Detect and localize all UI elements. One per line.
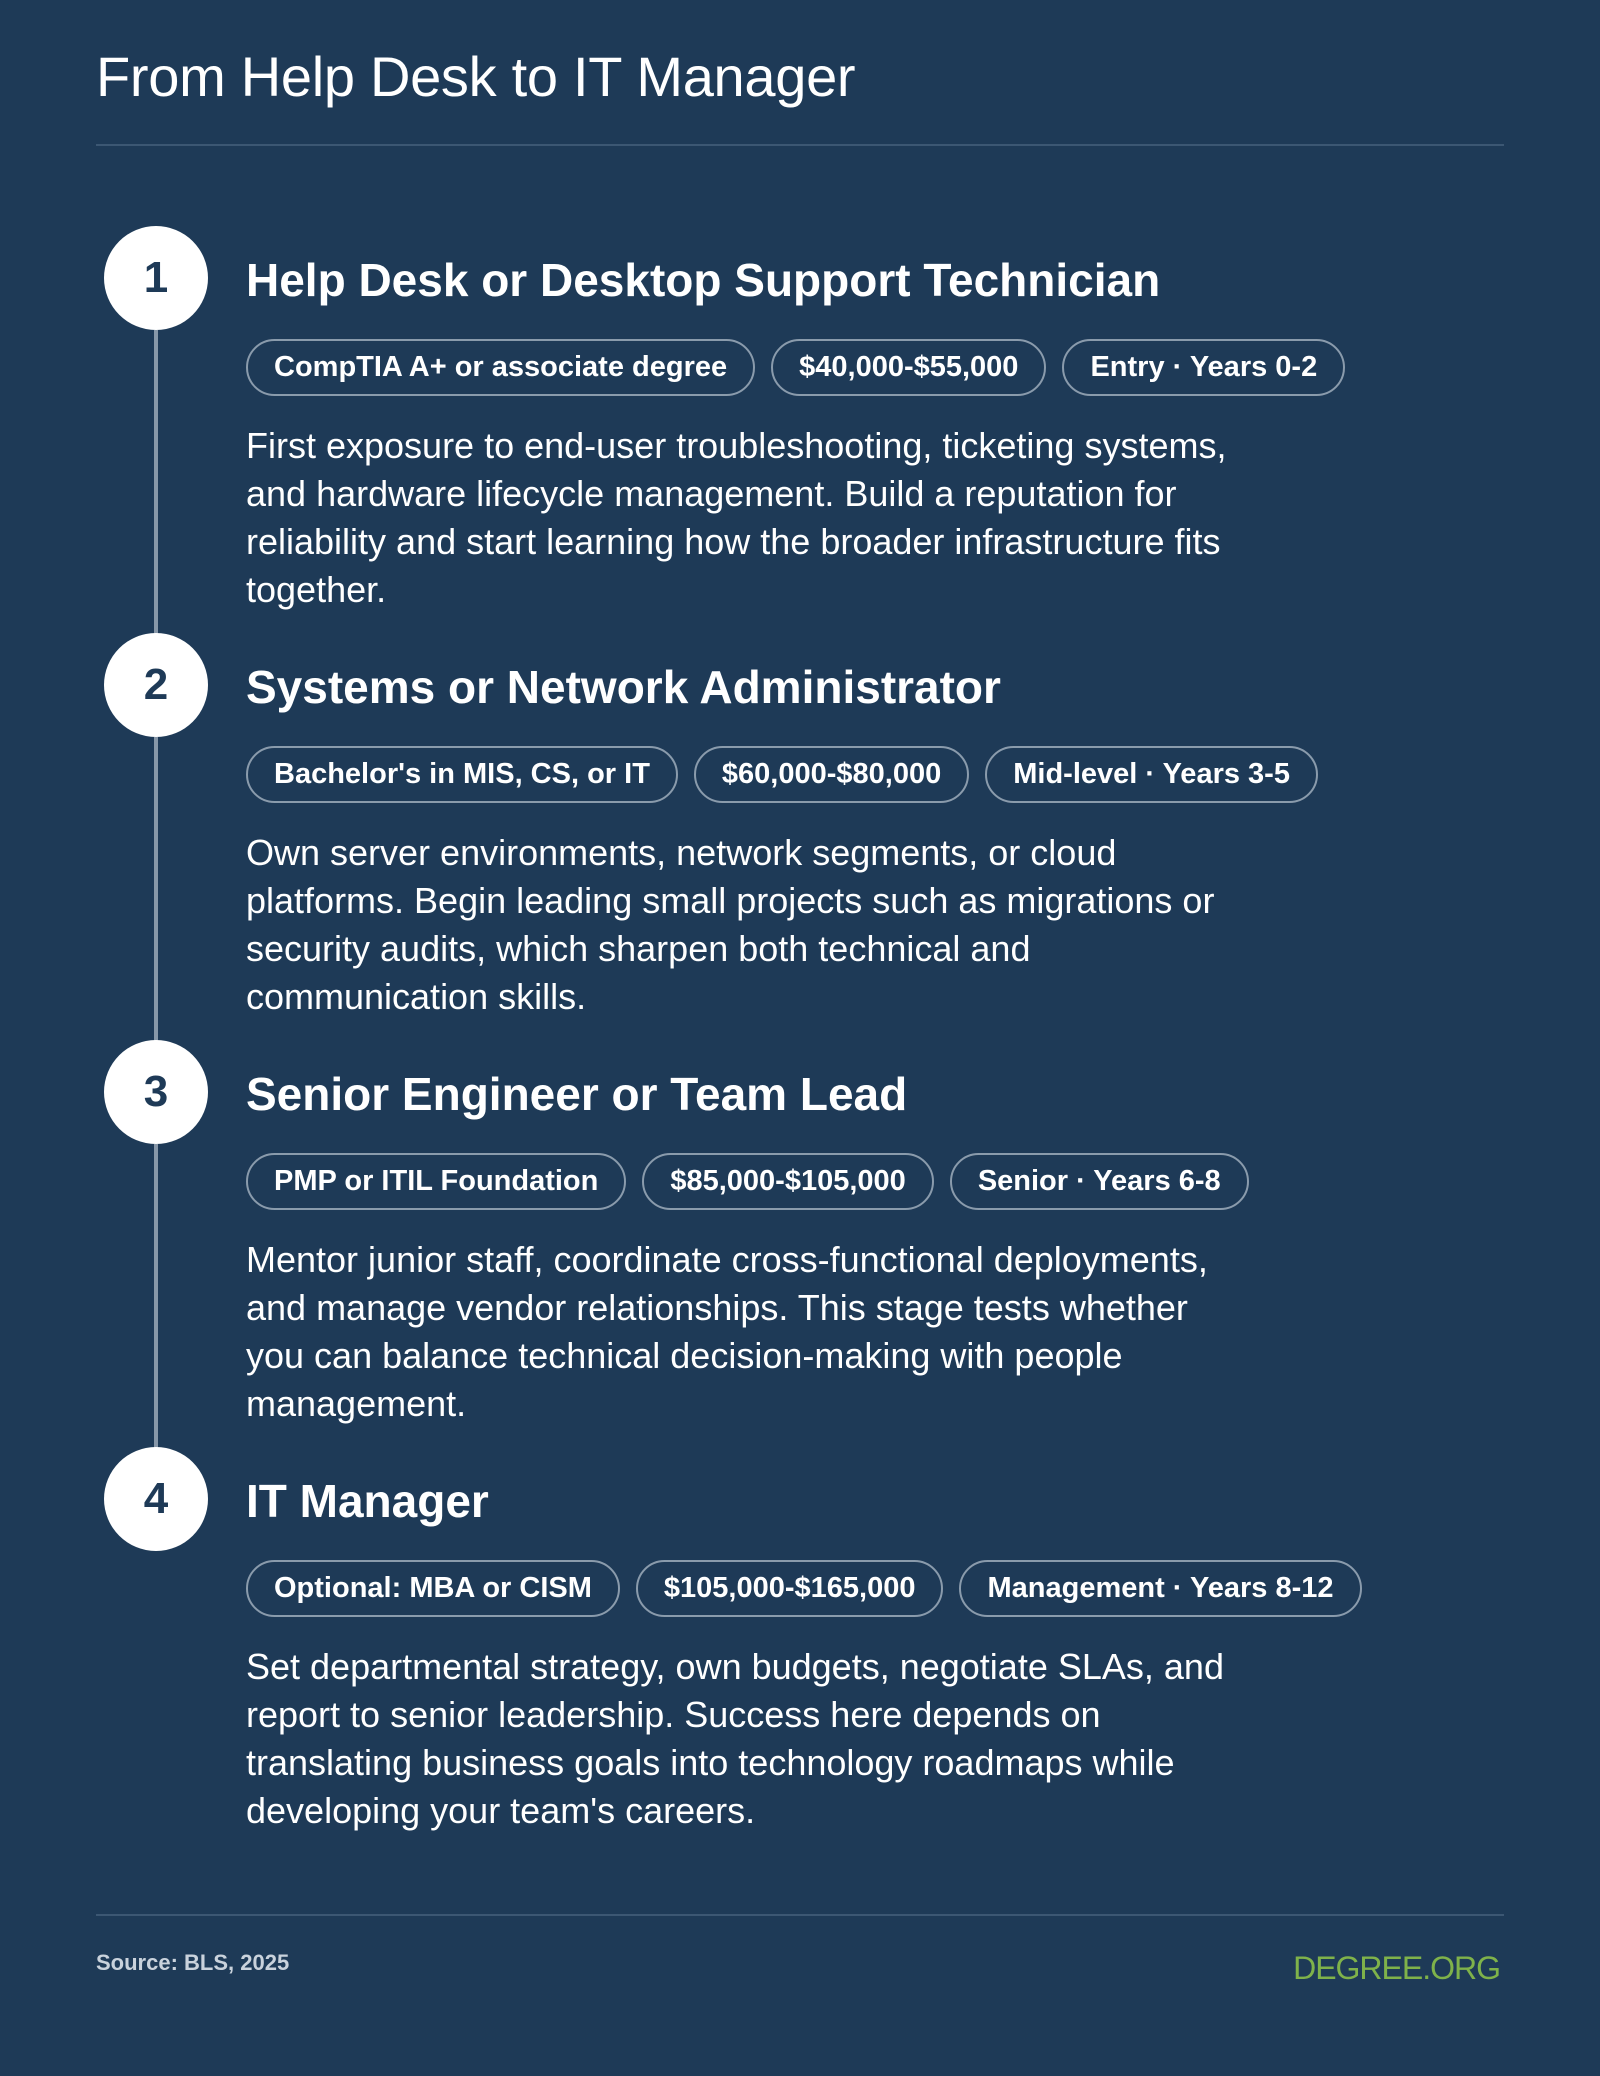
step-description: Own server environments, network segments, or cloud platforms. Begin leading small projects such as migrations or security audits, which sharpen both technical and communication skills. — [246, 832, 1215, 1017]
source-note: Source: BLS, 2025 — [96, 1950, 290, 1975]
credential-tag: Bachelor's in MIS, CS, or IT — [246, 746, 678, 803]
credential-tag: PMP or ITIL Foundation — [246, 1153, 626, 1210]
salary-tag: $85,000-$105,000 — [642, 1153, 933, 1210]
brand-logo: DEGREE.ORG — [1293, 1950, 1500, 1986]
step-tags — [246, 746, 1318, 803]
credential-tag: Optional: MBA or CISM — [246, 1560, 620, 1617]
header-divider — [96, 144, 1504, 146]
step-number-badge: 4 — [104, 1447, 208, 1551]
step-tags — [246, 1560, 1362, 1617]
credential-tag: CompTIA A+ or associate degree — [246, 339, 755, 396]
page-title: From Help Desk to IT Manager — [96, 45, 856, 108]
step-description: Mentor junior staff, coordinate cross-functional deployments, and manage vendor relationships. This stage tests whether you can balance technical decision-making with people management. — [246, 1239, 1208, 1424]
salary-tag: $60,000-$80,000 — [694, 746, 969, 803]
salary-tag: $40,000-$55,000 — [771, 339, 1046, 396]
footer-divider — [96, 1914, 1504, 1916]
step-number-badge: 1 — [104, 226, 208, 330]
step-number-badge: 3 — [104, 1040, 208, 1144]
step-tags — [246, 339, 1345, 396]
step-title: Systems or Network Administrator — [246, 661, 1001, 713]
step-description: Set departmental strategy, own budgets, negotiate SLAs, and report to senior leadership. Success here depends on translating business goals into technology roadmaps while developing your team's careers. — [246, 1646, 1224, 1831]
step-description: First exposure to end-user troubleshooting, ticketing systems, and hardware lifecycle management. Build a reputation for reliability and start learning how the broader infrastructure fits together. — [246, 425, 1227, 610]
level-tag: Mid-level · Years 3-5 — [985, 746, 1318, 803]
salary-tag: $105,000-$165,000 — [636, 1560, 944, 1617]
step-number-badge: 2 — [104, 633, 208, 737]
level-tag: Management · Years 8-12 — [959, 1560, 1361, 1617]
level-tag: Entry · Years 0-2 — [1062, 339, 1345, 396]
step-title: Help Desk or Desktop Support Technician — [246, 254, 1161, 306]
level-tag: Senior · Years 6-8 — [950, 1153, 1249, 1210]
step-title: IT Manager — [246, 1475, 489, 1527]
step-title: Senior Engineer or Team Lead — [246, 1068, 908, 1120]
step-tags — [246, 1153, 1249, 1210]
